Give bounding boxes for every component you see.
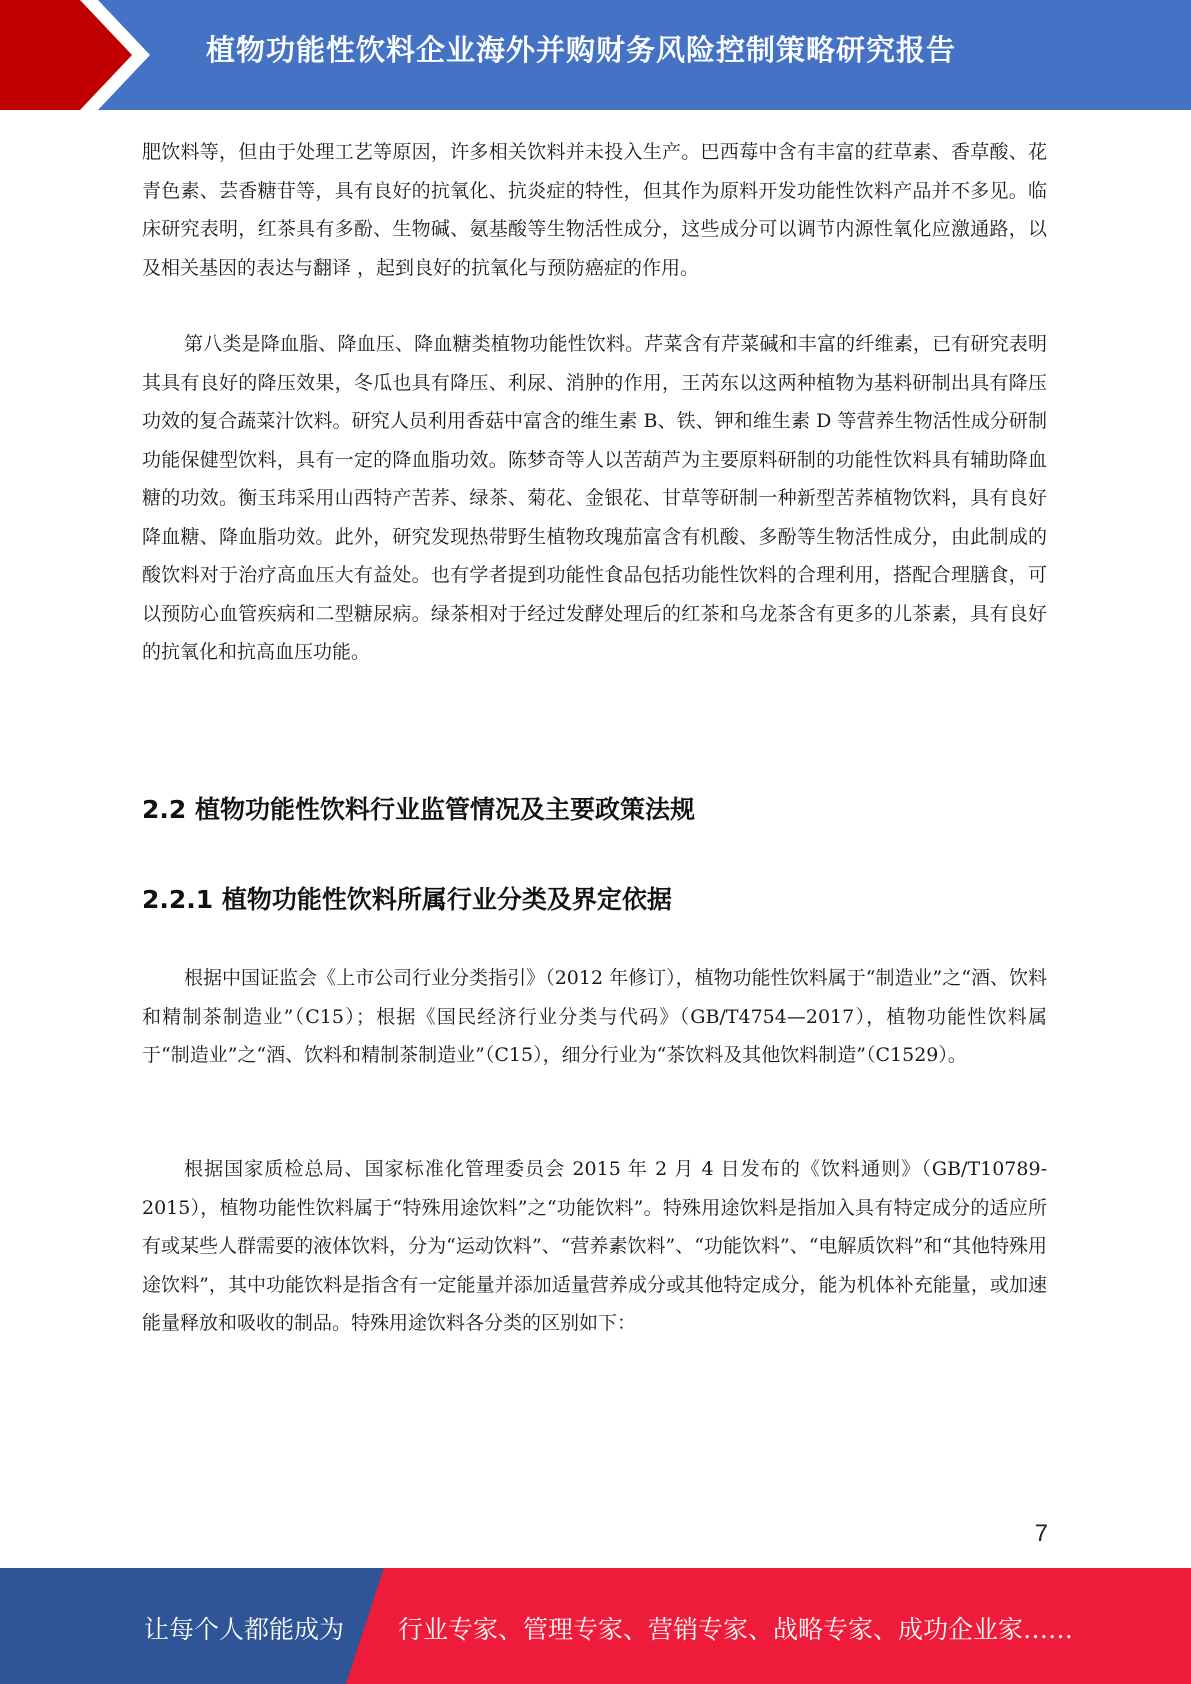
page-header (0, 0, 1191, 110)
section-heading-2-2-1: 2.2.1 植物功能性饮料所属行业分类及界定依据 (142, 885, 672, 914)
paragraph-eighth-category: 第八类是降血脂、降血压、降血糖类植物功能性饮料。芹菜含有芹菜碱和丰富的纤维素，已有研究表明其具有良好的降压效果，冬瓜也具有降压、利尿、消肿的作用，王芮东以这两种植物为基料研制出具有降压功效的复合蔬菜汁饮料。研究人员利用香菇中富含的维生素 B、铁、钾和维生素 D 等营养生物活性成分研制功能保健型饮料，具有一定的降血脂功效。陈梦奇等人以苦葫芦为主要原料研制的功能性饮料具有辅助降血糖的功效。衡玉玮采用山西特产苦荞、绿茶、菊花、金银花、甘草等研制一种新型苦荞植物饮料，具有良好降血糖、降血脂功效。此外，研究发现热带野生植物玫瑰茄富含有机酸、多酚等生物活性成分，由此制成的酸饮料对于治疗高血压大有益处。也有学者提到功能性食品包括功能性饮料的合理利用，搭配合理膳食，可以预防心血管疾病和二型糖尿病。绿茶相对于经过发酵处理后的红茶和乌龙茶含有更多的儿茶素，具有良好的抗氧化和抗高血压功能。 (142, 333, 1047, 663)
footer-slogan-right: 行业专家、管理专家、营销专家、战略专家、成功企业家…… (398, 1615, 1074, 1644)
paragraph-continued: 肥饮料等，但由于处理工艺等原因，许多相关饮料并未投入生产。巴西莓中含有丰富的荭草素、香草酸、花青色素、芸香糖苷等，具有良好的抗氧化、抗炎症的特性，但其作为原料开发功能性饮料产品并不多见。临床研究表明，红茶具有多酚、生物碱、氨基酸等生物活性成分，这些成分可以调节内源性氧化应激通路，以及相关基因的表达与翻译 ，起到良好的抗氧化与预防癌症的作用。 (142, 141, 1047, 279)
page-number: 7 (1034, 1520, 1048, 1547)
section-heading-2-2: 2.2 植物功能性饮料行业监管情况及主要政策法规 (142, 795, 695, 824)
paragraph-beverage-standard: 根据国家质检总局、国家标准化管理委员会 2015 年 2 月 4 日发布的《饮料通则》（GB/T10789-2015），植物功能性饮料属于“特殊用途饮料”之“功能饮料”。特殊用途饮料是指加入具有特定成分的适应所有或某些人群需要的液体饮料，分为“运动饮料”、“营养素饮料”、“功能饮料”、“电解质饮料”和“其他特殊用途饮料”，其中功能饮料是指含有一定能量并添加适量营养成分或其他特定成分，能为机体补充能量，或加速能量释放和吸收的制品。特殊用途饮料各分类的区别如下： (142, 1158, 1047, 1334)
report-title: 植物功能性饮料企业海外并购财务风险控制策略研究报告 (206, 33, 957, 67)
paragraph-industry-classification: 根据中国证监会《上市公司行业分类指引》（2012 年修订），植物功能性饮料属于“制造业”之“酒、饮料和精制茶制造业”（C15）；根据《国民经济行业分类与代码》（GB/T4754—2017），植物功能性饮料属于“制造业”之“酒、饮料和精制茶制造业”（C15），细分行业为“茶饮料及其他饮料制造”（C1529）。 (142, 967, 1047, 1066)
footer-slogan-left: 让每个人都能成为 (144, 1615, 345, 1644)
page-footer (0, 1568, 1191, 1684)
